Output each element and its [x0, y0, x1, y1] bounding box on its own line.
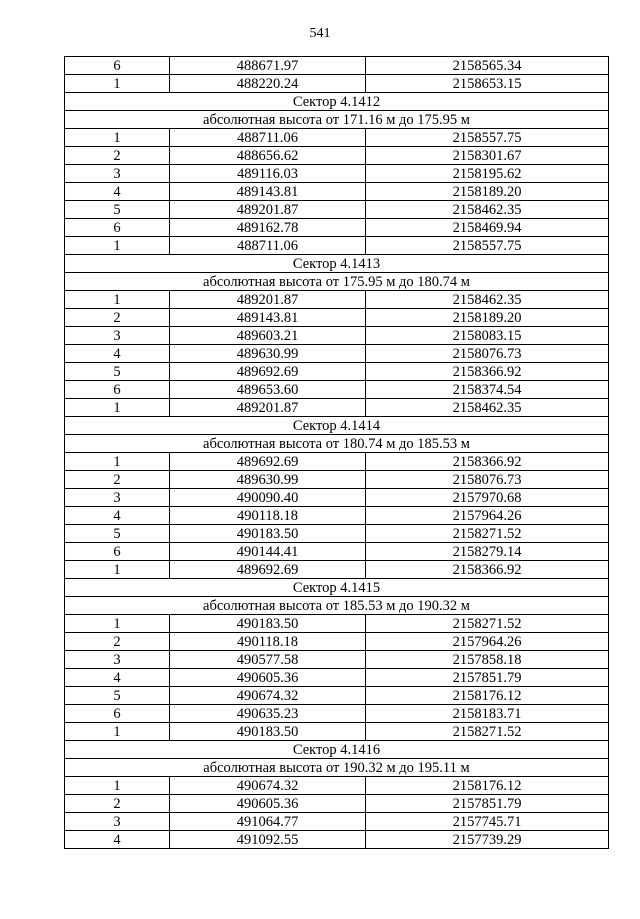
point-number-cell: 6 [65, 57, 170, 75]
x-coordinate-cell: 489630.99 [170, 471, 366, 489]
point-number-cell: 4 [65, 831, 170, 849]
table-row [65, 129, 609, 147]
x-coordinate-cell: 489603.21 [170, 327, 366, 345]
point-number-cell: 4 [65, 507, 170, 525]
sector-subtitle-row [65, 597, 609, 615]
x-coordinate-cell: 489143.81 [170, 309, 366, 327]
sector-title-row [65, 255, 609, 273]
x-coordinate-cell: 489692.69 [170, 453, 366, 471]
y-coordinate-cell: 2158366.92 [366, 561, 609, 579]
point-number-cell: 4 [65, 669, 170, 687]
table-row [65, 489, 609, 507]
sector-title: Сектор 4.1416 [65, 741, 609, 759]
point-number-cell: 6 [65, 219, 170, 237]
point-number-cell: 4 [65, 183, 170, 201]
sector-title: Сектор 4.1415 [65, 579, 609, 597]
point-number-cell: 2 [65, 471, 170, 489]
point-number-cell: 2 [65, 633, 170, 651]
sector-title-row [65, 579, 609, 597]
sector-subtitle-row [65, 759, 609, 777]
y-coordinate-cell: 2158301.67 [366, 147, 609, 165]
y-coordinate-cell: 2158176.12 [366, 687, 609, 705]
y-coordinate-cell: 2158565.34 [366, 57, 609, 75]
table-row [65, 381, 609, 399]
table-row [65, 561, 609, 579]
sector-altitude-range: абсолютная высота от 171.16 м до 175.95 м [65, 111, 609, 129]
y-coordinate-cell: 2158469.94 [366, 219, 609, 237]
table-row [65, 309, 609, 327]
x-coordinate-cell: 490674.32 [170, 777, 366, 795]
y-coordinate-cell: 2158176.12 [366, 777, 609, 795]
table-row [65, 291, 609, 309]
sector-title: Сектор 4.1412 [65, 93, 609, 111]
table-row [65, 57, 609, 75]
sector-altitude-range: абсолютная высота от 180.74 м до 185.53 м [65, 435, 609, 453]
sector-title-row [65, 417, 609, 435]
y-coordinate-cell: 2158374.54 [366, 381, 609, 399]
point-number-cell: 1 [65, 561, 170, 579]
y-coordinate-cell: 2158557.75 [366, 129, 609, 147]
x-coordinate-cell: 489162.78 [170, 219, 366, 237]
y-coordinate-cell: 2158279.14 [366, 543, 609, 561]
point-number-cell: 1 [65, 615, 170, 633]
y-coordinate-cell: 2157858.18 [366, 651, 609, 669]
y-coordinate-cell: 2157851.79 [366, 795, 609, 813]
point-number-cell: 5 [65, 363, 170, 381]
point-number-cell: 1 [65, 777, 170, 795]
x-coordinate-cell: 488671.97 [170, 57, 366, 75]
sector-title: Сектор 4.1413 [65, 255, 609, 273]
x-coordinate-cell: 490090.40 [170, 489, 366, 507]
table-row [65, 471, 609, 489]
y-coordinate-cell: 2157739.29 [366, 831, 609, 849]
table-row [65, 705, 609, 723]
table-row [65, 795, 609, 813]
y-coordinate-cell: 2158271.52 [366, 723, 609, 741]
x-coordinate-cell: 488220.24 [170, 75, 366, 93]
table-row [65, 453, 609, 471]
table-row [65, 615, 609, 633]
table-row [65, 75, 609, 93]
x-coordinate-cell: 490118.18 [170, 633, 366, 651]
x-coordinate-cell: 490577.58 [170, 651, 366, 669]
sector-subtitle-row [65, 111, 609, 129]
sector-title: Сектор 4.1414 [65, 417, 609, 435]
table-row [65, 651, 609, 669]
x-coordinate-cell: 490118.18 [170, 507, 366, 525]
table-row [65, 201, 609, 219]
table-row [65, 183, 609, 201]
y-coordinate-cell: 2158183.71 [366, 705, 609, 723]
point-number-cell: 3 [65, 651, 170, 669]
point-number-cell: 3 [65, 165, 170, 183]
y-coordinate-cell: 2158462.35 [366, 201, 609, 219]
point-number-cell: 5 [65, 687, 170, 705]
coordinates-table [64, 56, 609, 849]
x-coordinate-cell: 490183.50 [170, 615, 366, 633]
sector-altitude-range: абсолютная высота от 185.53 м до 190.32 м [65, 597, 609, 615]
x-coordinate-cell: 490144.41 [170, 543, 366, 561]
x-coordinate-cell: 491092.55 [170, 831, 366, 849]
y-coordinate-cell: 2158462.35 [366, 291, 609, 309]
y-coordinate-cell: 2157970.68 [366, 489, 609, 507]
sector-altitude-range: абсолютная высота от 190.32 м до 195.11 м [65, 759, 609, 777]
point-number-cell: 1 [65, 129, 170, 147]
table-row [65, 165, 609, 183]
table-row [65, 543, 609, 561]
table-row [65, 669, 609, 687]
y-coordinate-cell: 2157745.71 [366, 813, 609, 831]
x-coordinate-cell: 489201.87 [170, 399, 366, 417]
y-coordinate-cell: 2158462.35 [366, 399, 609, 417]
sector-altitude-range: абсолютная высота от 175.95 м до 180.74 м [65, 273, 609, 291]
table-row [65, 507, 609, 525]
x-coordinate-cell: 489692.69 [170, 363, 366, 381]
x-coordinate-cell: 490635.23 [170, 705, 366, 723]
table-row [65, 399, 609, 417]
point-number-cell: 1 [65, 75, 170, 93]
point-number-cell: 2 [65, 309, 170, 327]
y-coordinate-cell: 2158271.52 [366, 525, 609, 543]
y-coordinate-cell: 2157851.79 [366, 669, 609, 687]
y-coordinate-cell: 2157964.26 [366, 507, 609, 525]
table-row [65, 831, 609, 849]
x-coordinate-cell: 491064.77 [170, 813, 366, 831]
point-number-cell: 4 [65, 345, 170, 363]
point-number-cell: 6 [65, 381, 170, 399]
y-coordinate-cell: 2158271.52 [366, 615, 609, 633]
point-number-cell: 1 [65, 291, 170, 309]
x-coordinate-cell: 489201.87 [170, 291, 366, 309]
y-coordinate-cell: 2158076.73 [366, 471, 609, 489]
table-row [65, 813, 609, 831]
point-number-cell: 3 [65, 489, 170, 507]
sector-title-row [65, 741, 609, 759]
table-row [65, 219, 609, 237]
x-coordinate-cell: 490605.36 [170, 669, 366, 687]
table-row [65, 687, 609, 705]
point-number-cell: 1 [65, 723, 170, 741]
point-number-cell: 1 [65, 453, 170, 471]
table-row [65, 633, 609, 651]
sector-subtitle-row [65, 435, 609, 453]
y-coordinate-cell: 2158189.20 [366, 183, 609, 201]
table-row [65, 723, 609, 741]
point-number-cell: 2 [65, 795, 170, 813]
point-number-cell: 3 [65, 813, 170, 831]
point-number-cell: 3 [65, 327, 170, 345]
y-coordinate-cell: 2158195.62 [366, 165, 609, 183]
x-coordinate-cell: 489201.87 [170, 201, 366, 219]
y-coordinate-cell: 2158366.92 [366, 453, 609, 471]
sector-subtitle-row [65, 273, 609, 291]
y-coordinate-cell: 2158366.92 [366, 363, 609, 381]
table-row [65, 345, 609, 363]
x-coordinate-cell: 489630.99 [170, 345, 366, 363]
point-number-cell: 1 [65, 399, 170, 417]
y-coordinate-cell: 2158083.15 [366, 327, 609, 345]
table-row [65, 525, 609, 543]
y-coordinate-cell: 2158189.20 [366, 309, 609, 327]
table-row [65, 363, 609, 381]
table-row [65, 237, 609, 255]
sector-title-row [65, 93, 609, 111]
x-coordinate-cell: 489653.60 [170, 381, 366, 399]
point-number-cell: 6 [65, 543, 170, 561]
table-row [65, 777, 609, 795]
table-row [65, 327, 609, 345]
point-number-cell: 5 [65, 525, 170, 543]
point-number-cell: 5 [65, 201, 170, 219]
coordinates-table-body [65, 57, 609, 849]
x-coordinate-cell: 490183.50 [170, 525, 366, 543]
x-coordinate-cell: 489143.81 [170, 183, 366, 201]
y-coordinate-cell: 2158653.15 [366, 75, 609, 93]
x-coordinate-cell: 488711.06 [170, 237, 366, 255]
y-coordinate-cell: 2158076.73 [366, 345, 609, 363]
y-coordinate-cell: 2157964.26 [366, 633, 609, 651]
table-row [65, 147, 609, 165]
x-coordinate-cell: 489116.03 [170, 165, 366, 183]
x-coordinate-cell: 489692.69 [170, 561, 366, 579]
x-coordinate-cell: 488711.06 [170, 129, 366, 147]
x-coordinate-cell: 490674.32 [170, 687, 366, 705]
x-coordinate-cell: 488656.62 [170, 147, 366, 165]
point-number-cell: 2 [65, 147, 170, 165]
point-number-cell: 6 [65, 705, 170, 723]
x-coordinate-cell: 490605.36 [170, 795, 366, 813]
x-coordinate-cell: 490183.50 [170, 723, 366, 741]
page-number: 541 [309, 26, 331, 41]
point-number-cell: 1 [65, 237, 170, 255]
y-coordinate-cell: 2158557.75 [366, 237, 609, 255]
